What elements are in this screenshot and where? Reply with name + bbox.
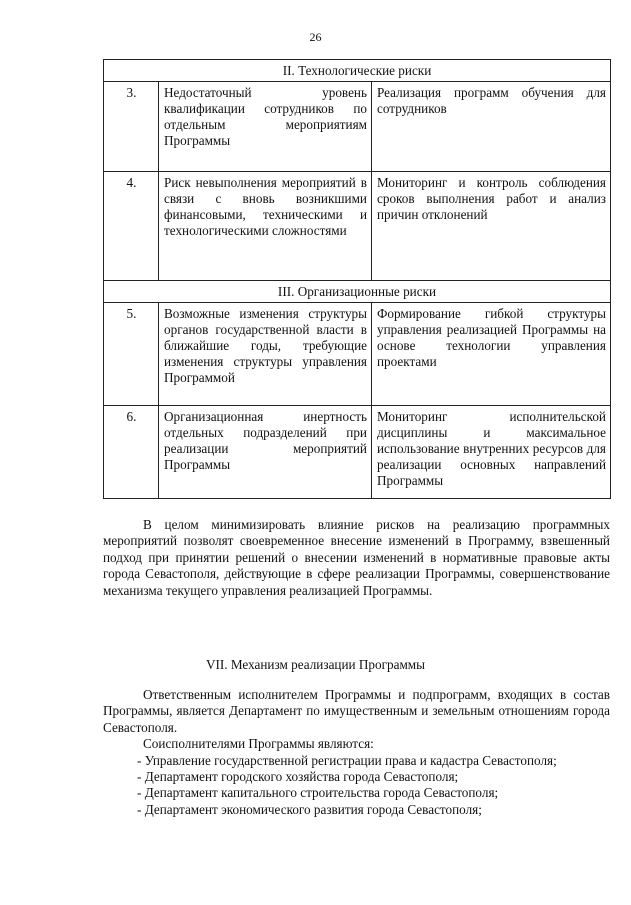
section-body [103, 687, 610, 818]
section-title: VII. Механизм реализации Программы [205, 657, 426, 672]
paragraph-risk-summary: В целом минимизировать влияние рисков на реализацию программных мероприятий позволят своевременное внесение изменений в Программу, взвешенный подход при принятии решений о внесении изменений в нормативные правовые акты города Севастополя, действующие в сфере реализации Программы, совершенствование механизма текущего управления реализацией Программы. [103, 517, 610, 598]
table-row [104, 303, 611, 406]
section-header-tech-label: II. Технологические риски [104, 60, 611, 82]
risk-table [103, 59, 611, 499]
table-row [104, 82, 611, 172]
table-row [104, 172, 611, 281]
risk-number: 6. [104, 406, 159, 499]
paragraph-responsible: Ответственным исполнителем Программы и подпрограмм, входящих в состав Программы, является Департамент по имущественным и земельным отношениям города Севастополя. [103, 687, 610, 735]
section-header-tech [104, 60, 611, 82]
risk-measure: Формирование гибкой структуры управления реализацией Программы на основе технологии управления проектами [372, 303, 611, 406]
table-row [104, 406, 611, 499]
risk-number: 3. [104, 82, 159, 172]
section-header-org [104, 281, 611, 303]
risk-measure: Реализация программ обучения для сотрудников [372, 82, 611, 172]
list-item: - Департамент городского хозяйства города Севастополя; [137, 769, 459, 785]
list-item: - Управление государственной регистрации права и кадастра Севастополя; [137, 752, 557, 768]
section-header-org-label: III. Организационные риски [104, 281, 611, 303]
risk-description: Возможные изменения структуры органов государственной власти в ближайшие годы, требующие изменения структуры управления Программой [159, 303, 372, 406]
page-number: 26 [309, 30, 322, 44]
risk-measure: Мониторинг и контроль соблюдения сроков выполнения работ и анализ причин отклонений [372, 172, 611, 281]
risk-description: Недостаточный уровень квалификации сотрудников по отдельным мероприятиям Программы [159, 82, 372, 172]
risk-number: 4. [104, 172, 159, 281]
risk-measure: Мониторинг исполнительской дисциплины и максимальное использование внутренних ресурсов для реализации основных направлений Программы [372, 406, 611, 499]
risk-description: Риск невыполнения мероприятий в связи с вновь возникшими финансовыми, техническими и технологическими сложностями [159, 172, 372, 281]
list-item: - Департамент экономического развития города Севастополя; [137, 801, 482, 817]
risk-number: 5. [104, 303, 159, 406]
list-item: - Департамент капитального строительства города Севастополя; [137, 785, 499, 801]
risk-description: Организационная инертность отдельных подразделений при реализации мероприятий Программы [159, 406, 372, 499]
coexecutors-intro: Соисполнителями Программы являются: [143, 736, 374, 752]
